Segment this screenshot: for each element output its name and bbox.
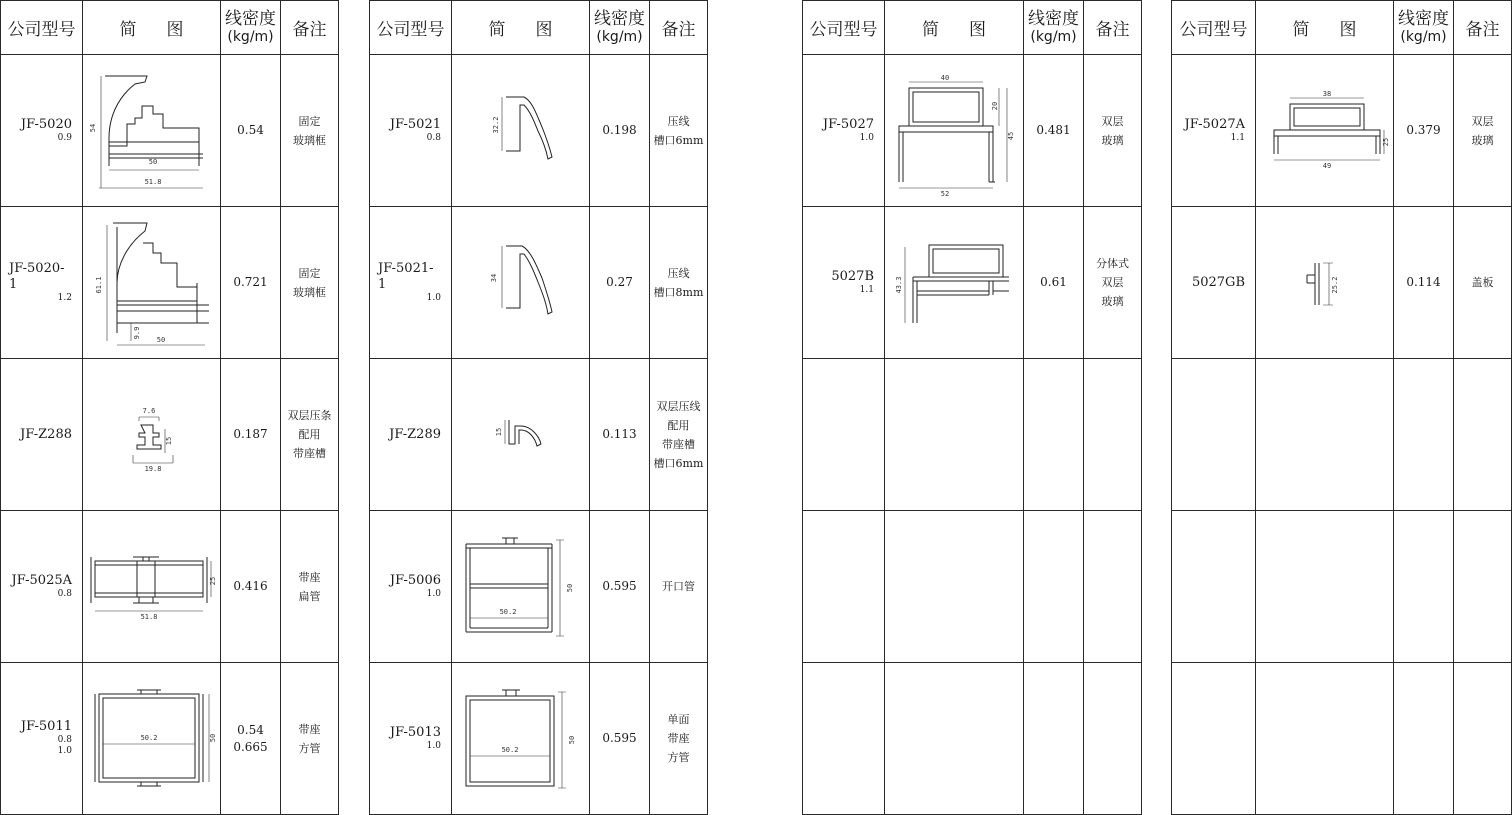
density-cell [1394,511,1454,663]
wall-thickness: 1.0 [859,132,874,143]
wall-thickness: 0.8 [426,132,441,143]
table-row [1172,663,1512,815]
note-line: 盖板 [1471,276,1494,289]
model-cell [803,55,885,207]
model-code: JF-5013 [389,724,441,740]
note-line: 带座 [298,570,321,584]
diagram-cell [885,207,1024,359]
model-cell [1172,55,1256,207]
density-cell [590,359,650,511]
header-density: 线密度 (kg/m) [221,1,281,55]
note-cell [650,663,708,815]
model-cell [1,663,83,815]
model-code: JF-5006 [389,572,441,588]
diagram-cell [452,663,590,815]
density-cell [1024,359,1084,511]
dimension-label: 49 [1322,161,1331,170]
density-value: 0.114 [1406,275,1441,289]
model-code: JF-Z289 [389,426,441,442]
note-line: 扁管 [298,589,321,603]
note-line: 配用 [667,418,690,432]
profile-drawing [83,58,220,203]
model-code: 5027B [831,268,874,284]
wall-thickness: 0.8 [57,735,72,745]
model-code: 5027GB [1191,274,1245,290]
table-row [1172,359,1512,511]
density-cell [1024,511,1084,663]
density-value: 0.61 [1040,275,1067,289]
dimension-label: 25 [208,576,217,585]
model-cell [1172,663,1256,815]
dimension-label: 38 [1322,89,1331,98]
dimension-label: 20 [991,101,999,110]
table-row [803,663,1142,815]
dimension-label: 9.9 [132,326,141,339]
table-row [803,55,1142,207]
table-row [370,511,708,663]
wall-thickness: 1.0 [426,292,441,303]
note-cell [650,207,708,359]
profile-table-2 [369,0,708,815]
header-note: 备注 [1454,1,1512,55]
note-line: 带座槽 [662,437,695,451]
header-diagram: 简 图 [1256,1,1394,55]
note-line: 单面 [667,713,690,726]
note-line: 配用 [298,428,321,441]
note-cell [650,55,708,207]
density-cell [590,207,650,359]
diagram-cell [885,359,1024,511]
model-cell [370,511,452,663]
note-cell [650,511,708,663]
model-cell [1172,359,1256,511]
profile-table-1 [0,0,339,815]
header-density: 线密度 (kg/m) [1024,1,1084,55]
note-cell [650,359,708,511]
density-value: 0.595 [602,579,637,593]
note-line: 分体式 [1096,257,1129,270]
model-code: JF-5011 [20,719,72,734]
profile-drawing [83,213,220,353]
table-row [1172,207,1512,359]
profile-drawing [83,547,220,627]
density-value: 0.54 [237,722,264,737]
model-cell [1,511,83,663]
model-cell [1,359,83,511]
wall-thickness: 1.0 [426,588,441,599]
density-cell [1024,207,1084,359]
header-diagram: 简 图 [452,1,590,55]
note-cell [1084,511,1142,663]
model-cell [1,55,83,207]
density-cell [221,359,281,511]
note-line: 双层压线 [656,399,701,413]
header-diagram: 简 图 [83,1,221,55]
density-cell [590,55,650,207]
table-row [1172,55,1512,207]
profile-drawing [885,66,1023,196]
dimension-label: 61.1 [94,276,103,293]
model-code: JF-Z288 [20,426,72,442]
header-note: 备注 [1084,1,1142,55]
header-row [803,1,1142,55]
header-density: 线密度 (kg/m) [1394,1,1454,55]
model-cell [1172,207,1256,359]
note-line: 固定 [298,114,321,128]
profile-table-4 [1171,0,1512,815]
note-cell [281,663,339,815]
dimension-label: 50 [208,733,217,742]
dimension-label: 50.2 [501,745,518,754]
density-value: 0.721 [233,275,268,289]
note-line: 固定 [298,266,321,280]
note-cell [1084,359,1142,511]
density-value: 0.113 [602,427,637,441]
model-cell [1172,511,1256,663]
note-cell [1454,207,1512,359]
note-line: 双层压条 [287,409,332,422]
note-cell [281,207,339,359]
note-line: 玻璃 [1101,133,1124,147]
table-row [1,359,339,511]
profile-drawing [1256,253,1393,313]
model-cell [370,207,452,359]
wall-thickness: 1.2 [57,292,72,303]
density-cell [1394,207,1454,359]
model-code: JF-5025A [11,572,72,588]
density-value: 0.416 [233,579,268,593]
diagram-cell [83,55,221,207]
table-row [1,511,339,663]
density-value: 0.198 [602,123,637,137]
note-cell [281,55,339,207]
note-line: 双层 [1471,114,1494,128]
header-model: 公司型号 [370,1,452,55]
density-cell [1024,55,1084,207]
note-cell [281,511,339,663]
note-line: 玻璃框 [293,285,326,299]
header-model: 公司型号 [803,1,885,55]
profile-drawing [885,233,1023,333]
dimension-label: 45 [1007,131,1015,140]
note-line: 压线 [667,266,690,280]
note-line: 双层 [1101,114,1124,128]
diagram-cell [452,511,590,663]
table-row [1,663,339,815]
diagram-cell [1256,511,1394,663]
table-row [370,663,708,815]
density-cell [221,663,281,815]
note-line: 带座槽 [293,447,326,460]
model-code: JF-5020 [20,116,72,132]
model-cell [803,207,885,359]
density-cell [1394,663,1454,815]
profile-drawing [452,410,589,460]
profile-drawing [452,684,589,794]
diagram-cell [83,663,221,815]
wall-thickness: 1.1 [859,284,874,295]
table-row [803,511,1142,663]
profile-table-3 [802,0,1142,815]
density-cell [1394,359,1454,511]
model-code: JF-5021-1 [378,260,434,292]
note-line: 带座 [298,722,321,736]
dimension-label: 50 [567,735,576,744]
note-line: 槽口6mm [653,456,704,470]
model-code: JF-5027 [822,116,874,132]
wall-thickness: 1.0 [426,740,441,751]
dimension-label: 15 [164,436,173,445]
diagram-cell [885,511,1024,663]
dimension-label: 19.8 [144,464,161,473]
density-value: 0.187 [233,427,268,441]
density-cell [221,511,281,663]
header-row [370,1,708,55]
dimension-label: 50.2 [499,607,516,616]
dimension-label: 50 [156,335,165,344]
note-line: 方管 [298,741,321,755]
dimension-label: 50.2 [140,733,157,742]
density-value: 0.27 [606,275,633,289]
note-line: 槽口6mm [653,133,704,147]
table-row [370,207,708,359]
dimension-label: 25 [1381,137,1390,146]
dimension-label: 15 [494,427,503,436]
dimension-label: 50 [148,158,157,166]
note-line: 带座 [667,732,690,745]
density-cell [221,207,281,359]
table-row [1172,511,1512,663]
density-value: 0.595 [602,731,637,745]
profile-drawing [83,395,220,475]
model-cell [803,359,885,511]
density-value: 0.54 [237,123,264,137]
header-model: 公司型号 [1,1,83,55]
diagram-cell [452,55,590,207]
note-line: 玻璃框 [293,133,326,147]
model-code: JF-5027A [1184,116,1245,132]
header-row [1,1,339,55]
note-cell [1084,207,1142,359]
dimension-label: 52 [940,189,950,196]
diagram-cell [452,359,590,511]
note-cell [1454,511,1512,663]
model-cell [1,207,83,359]
header-note: 备注 [281,1,339,55]
diagram-cell [885,55,1024,207]
dimension-label: 43.3 [895,276,903,293]
diagram-cell [1256,359,1394,511]
wall-thickness: 1.0 [57,746,72,756]
diagram-cell [83,511,221,663]
diagram-cell [1256,207,1394,359]
table-row [803,207,1142,359]
model-cell [370,55,452,207]
dimension-label: 50 [565,583,574,592]
note-line: 玻璃 [1101,295,1124,308]
table-row [803,359,1142,511]
model-cell [370,359,452,511]
dimension-label: 25.2 [1330,276,1339,293]
diagram-cell [83,207,221,359]
wall-thickness: 0.8 [57,588,72,599]
note-line: 压线 [667,114,690,128]
note-line: 双层 [1101,276,1124,289]
table-row [1,207,339,359]
note-line: 玻璃 [1471,133,1494,147]
model-cell [803,663,885,815]
dimension-label: 51.8 [144,178,161,186]
header-note: 备注 [650,1,708,55]
note-line: 槽口8mm [653,285,704,299]
dimension-label: 40 [940,73,950,82]
header-row [1172,1,1512,55]
header-density: 线密度 (kg/m) [590,1,650,55]
note-line: 方管 [667,751,690,764]
density-value: 0.665 [233,739,268,754]
header-model: 公司型号 [1172,1,1256,55]
diagram-cell [452,207,590,359]
model-cell [370,663,452,815]
table-row [370,359,708,511]
dimension-label: 32.2 [491,116,500,133]
note-line: 开口管 [662,580,695,593]
table-row [1,55,339,207]
note-cell [1084,55,1142,207]
model-code: JF-5021 [389,116,441,132]
note-cell [281,359,339,511]
diagram-cell [885,663,1024,815]
dimension-label: 7.6 [142,406,155,415]
model-code: JF-5020-1 [9,260,65,292]
model-cell [803,511,885,663]
profile-drawing [1256,86,1393,176]
profile-drawing [452,238,589,328]
profile-drawing [452,532,589,642]
dimension-label: 51.8 [140,612,157,621]
note-cell [1084,663,1142,815]
dimension-label: 34 [489,273,498,282]
dimension-label: 54 [88,123,97,133]
note-cell [1454,55,1512,207]
diagram-cell [1256,55,1394,207]
table-row [370,55,708,207]
density-cell [590,663,650,815]
profile-drawing [452,91,589,171]
diagram-cell [1256,663,1394,815]
note-cell [1454,663,1512,815]
note-cell [1454,359,1512,511]
density-value: 0.379 [1406,123,1441,137]
density-value: 0.481 [1036,123,1071,137]
wall-thickness: 0.9 [57,132,72,143]
density-cell [590,511,650,663]
density-cell [221,55,281,207]
density-cell [1394,55,1454,207]
header-diagram: 简 图 [885,1,1024,55]
density-cell [1024,663,1084,815]
wall-thickness: 1.1 [1230,132,1245,143]
diagram-cell [83,359,221,511]
profile-drawing [83,684,220,794]
